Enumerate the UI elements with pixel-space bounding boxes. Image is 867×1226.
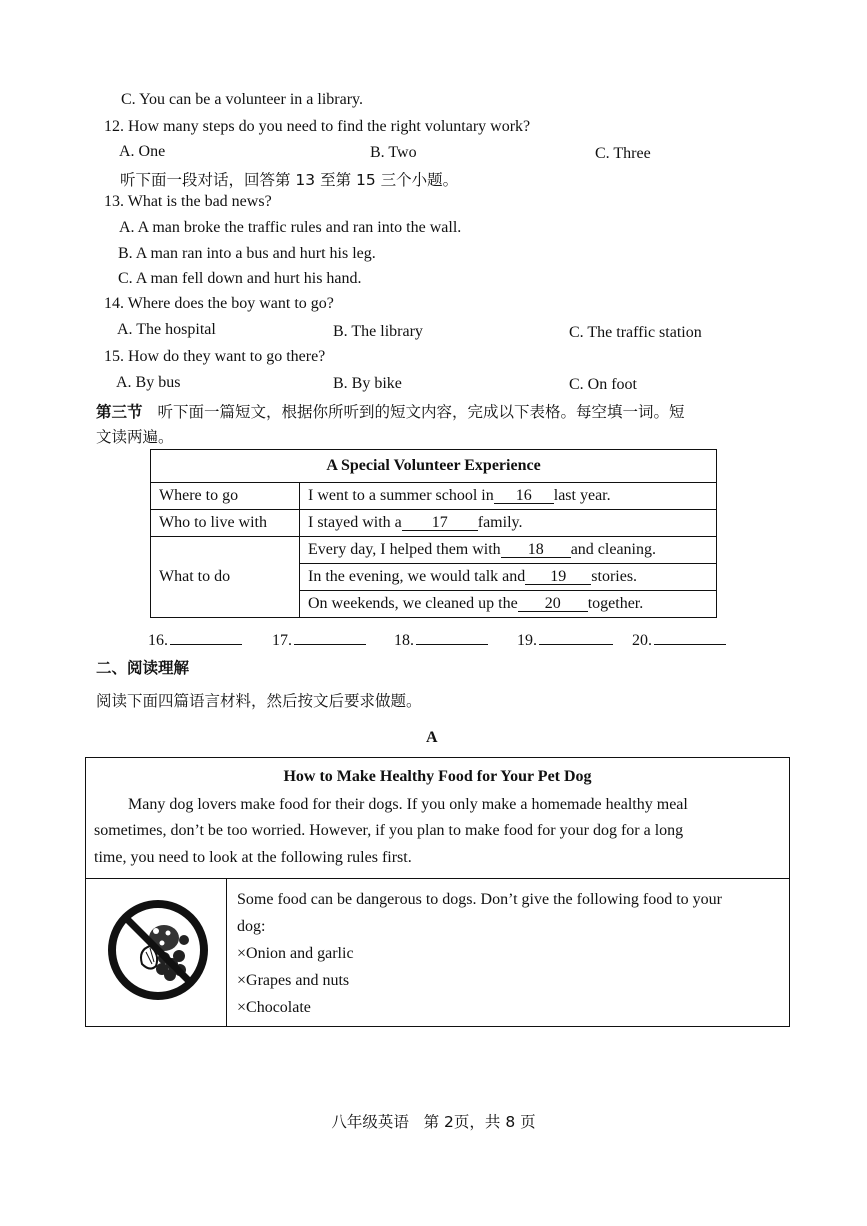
intro-line: sometimes, don’t be too worried. However, if you plan to make food for your dog for a long: [94, 822, 684, 839]
q12-option-b: B. Two: [370, 144, 417, 161]
table-title-row: [151, 450, 717, 483]
intro-line: Many dog lovers make food for their dogs. If you only make a homemade healthy meal: [128, 796, 688, 813]
q14-option-b: B. The library: [333, 323, 423, 340]
page-footer: 八年级英语 第 2页，共 8 页: [331, 1113, 536, 1131]
row-content: I stayed with a 17 family.: [300, 510, 717, 537]
forbidden-item: ×Chocolate: [237, 999, 311, 1016]
passage-title: How to Make Healthy Food for Your Pet Dog: [283, 768, 592, 785]
section3-instruction-text: 听下面一篇短文，根据你所听到的短文内容，完成以下表格。每空填一词。短: [157, 403, 685, 421]
section3-instruction-line1: [96, 400, 684, 422]
table-title: A Special Volunteer Experience: [151, 450, 717, 483]
answer-blank-20[interactable]: 20.: [632, 632, 726, 650]
blank-17: 17: [402, 515, 478, 531]
q13-option-a: A. A man broke the traffic rules and ran into the wall.: [119, 219, 462, 236]
q11-option-c: C. You can be a volunteer in a library.: [121, 91, 364, 108]
row-label: What to do: [151, 537, 300, 618]
q13-question: 13. What is the bad news?: [104, 193, 272, 210]
q12-option-a: A. One: [119, 143, 166, 160]
row-content: I went to a summer school in 16 last year.: [300, 483, 717, 510]
q15-option-c: C. On foot: [569, 376, 637, 393]
dialogue-instruction: 听下面一段对话，回答第 13 至第 15 三个小题。: [120, 171, 459, 189]
blank-19: 19: [525, 569, 591, 585]
q15-option-a: A. By bus: [116, 374, 181, 391]
row-content: On weekends, we cleaned up the 20 together.: [300, 591, 717, 618]
answer-blank-16[interactable]: 16.: [148, 632, 242, 650]
box-divider: [86, 878, 789, 879]
q13-option-b: B. A man ran into a bus and hurt his leg.: [118, 245, 376, 262]
forbidden-item: ×Onion and garlic: [237, 945, 354, 962]
q14-option-a: A. The hospital: [117, 321, 216, 338]
rule-line: Some food can be dangerous to dogs. Don’t give the following food to your: [237, 891, 722, 908]
section3-title: 第三节: [96, 403, 143, 421]
q13-option-c: C. A man fell down and hurt his hand.: [118, 270, 362, 287]
blank-16: 16: [494, 488, 554, 504]
table-row: [151, 483, 717, 510]
q14-question: 14. Where does the boy want to go?: [104, 295, 334, 312]
rule-line: dog:: [237, 918, 266, 935]
row-content: In the evening, we would talk and 19 stories.: [300, 564, 717, 591]
q14-option-c: C. The traffic station: [569, 324, 702, 341]
table-row: [151, 510, 717, 537]
answer-blank-17[interactable]: 17.: [272, 632, 366, 650]
blank-20: 20: [518, 596, 588, 612]
q15-question: 15. How do they want to go there?: [104, 348, 326, 365]
passage-a-box: [85, 757, 790, 1027]
forbidden-item: ×Grapes and nuts: [237, 972, 350, 989]
q12-question: 12. How many steps do you need to find the right voluntary work?: [104, 118, 531, 135]
reading-heading: 二、阅读理解: [96, 659, 190, 677]
intro-line: time, you need to look at the following rules first.: [94, 849, 412, 866]
row-label: Who to live with: [151, 510, 300, 537]
row-label: Where to go: [151, 483, 300, 510]
table-row: [151, 537, 717, 564]
box-column-divider: [226, 878, 227, 1026]
no-food-icon: [106, 898, 210, 1002]
q12-option-c: C. Three: [595, 145, 651, 162]
answer-blank-19[interactable]: 19.: [517, 632, 613, 650]
answer-blank-18[interactable]: 18.: [394, 632, 488, 650]
passage-label: A: [426, 729, 438, 746]
row-content: Every day, I helped them with 18 and cleaning.: [300, 537, 717, 564]
reading-instruction: 阅读下面四篇语言材料，然后按文后要求做题。: [96, 692, 422, 710]
q15-option-b: B. By bike: [333, 375, 402, 392]
volunteer-experience-table: [150, 449, 717, 618]
blank-18: 18: [501, 542, 571, 558]
section3-instruction-line2: 文读两遍。: [96, 428, 174, 446]
